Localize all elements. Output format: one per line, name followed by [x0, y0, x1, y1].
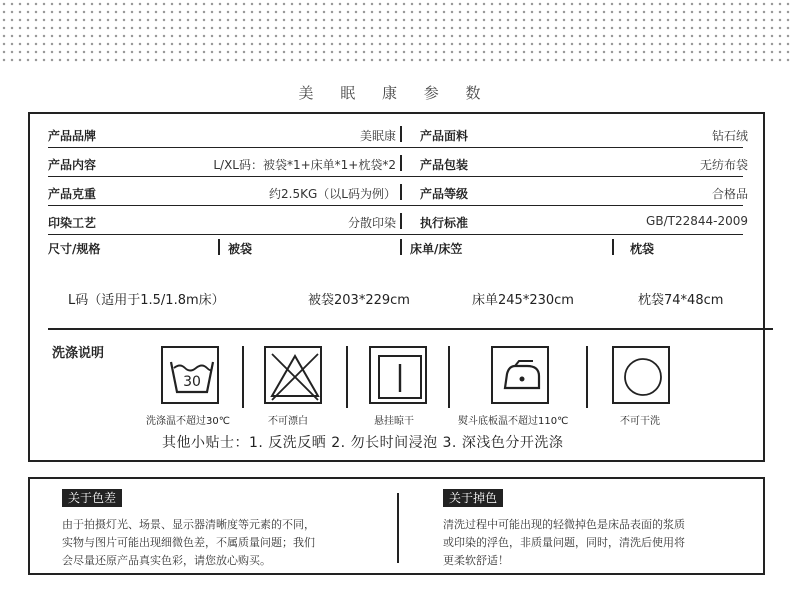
- dot-pattern: [0, 0, 790, 66]
- iron-110-icon: [491, 346, 549, 404]
- param-value: 分散印染: [347, 216, 396, 230]
- page-title: 美 眠 康 参 数: [298, 84, 492, 102]
- size-header-duvet: 被袋: [228, 242, 253, 256]
- param-value: 无纺布袋: [699, 158, 748, 172]
- divider: [400, 213, 402, 229]
- wash-title: 洗涤说明: [52, 346, 105, 361]
- divider: [612, 239, 614, 255]
- divider: [400, 126, 402, 142]
- size-spec: L码（适用于1.5/1.8m床）: [68, 293, 225, 308]
- param-row: [48, 210, 768, 232]
- param-label: 产品品牌: [48, 129, 97, 143]
- note-line: 由于拍摄灯光、场景、显示器清晰度等元素的不同，: [62, 518, 315, 531]
- note-line: 或印染的浮色，非质量问题，同时，清洗后使用将: [443, 536, 685, 549]
- fading-text: [443, 516, 685, 570]
- row-line: [48, 176, 743, 177]
- size-sheet: 床单245*230cm: [472, 293, 574, 308]
- fading-heading: 关于掉色: [443, 489, 503, 507]
- section-divider: [48, 328, 773, 330]
- icon-divider: [586, 346, 588, 408]
- wash-tips: 其他小贴士：1. 反洗反晒 2. 勿长时间浸泡 3. 深浅色分开洗涤: [162, 435, 564, 451]
- notes-divider: [397, 493, 399, 563]
- size-header-row: [48, 236, 768, 258]
- note-line: 更柔软舒适！: [443, 554, 509, 567]
- icon-divider: [448, 346, 450, 408]
- wash-temp-number: 30: [183, 374, 201, 390]
- color-diff-text: [62, 516, 315, 570]
- size-duvet: 被袋203*229cm: [308, 293, 410, 308]
- param-value: 约2.5KG（以L码为例）: [269, 187, 396, 201]
- notes-box: [28, 477, 765, 575]
- no-bleach-icon: [264, 346, 322, 404]
- param-label: 产品面料: [420, 129, 469, 143]
- param-label: 产品包装: [420, 158, 469, 172]
- param-row: [48, 181, 768, 203]
- param-row: [48, 123, 768, 145]
- icon-caption: 悬挂晾干: [374, 416, 414, 427]
- param-value: GB/T22844-2009: [646, 214, 748, 228]
- divider: [400, 184, 402, 200]
- param-value: L/XL码：被袋*1+床单*1+枕袋*2: [213, 158, 396, 172]
- param-value: 美眠康: [359, 129, 396, 143]
- divider: [400, 155, 402, 171]
- icon-divider: [242, 346, 244, 408]
- param-label: 执行标准: [420, 216, 469, 230]
- note-line: 实物与图片可能出现细微色差，不属质量问题；我们: [62, 536, 315, 549]
- icon-caption: 熨斗底板温不超过110℃: [458, 416, 569, 427]
- param-label: 产品克重: [48, 187, 97, 201]
- param-label: 印染工艺: [48, 216, 97, 230]
- size-header-label: 尺寸/规格: [48, 242, 101, 256]
- param-value: 钻石绒: [711, 129, 748, 143]
- divider: [400, 239, 402, 255]
- param-label: 产品等级: [420, 187, 469, 201]
- size-pillow: 枕袋74*48cm: [638, 293, 724, 308]
- note-line: 会尽量还原产品真实色彩，请您放心购买。: [62, 554, 271, 567]
- param-value: 合格品: [711, 187, 748, 201]
- wash-30-icon: [161, 346, 219, 404]
- icon-caption: 不可干洗: [620, 416, 660, 427]
- no-dry-clean-icon: [612, 346, 670, 404]
- row-line: [48, 147, 743, 148]
- param-label: 产品内容: [48, 158, 97, 172]
- divider: [218, 239, 220, 255]
- parameter-table: [28, 112, 765, 462]
- row-line: [48, 205, 743, 206]
- row-line: [48, 234, 743, 235]
- icon-caption: 洗涤温不超过30℃: [146, 416, 230, 427]
- icon-divider: [346, 346, 348, 408]
- size-header-pillow: 枕袋: [630, 242, 655, 256]
- icon-caption: 不可漂白: [268, 416, 308, 427]
- note-line: 清洗过程中可能出现的轻微掉色是床品表面的浆质: [443, 518, 685, 531]
- param-row: [48, 152, 768, 174]
- color-diff-heading: 关于色差: [62, 489, 122, 507]
- hang-dry-icon: [369, 346, 427, 404]
- size-header-sheet: 床单/床笠: [410, 242, 463, 256]
